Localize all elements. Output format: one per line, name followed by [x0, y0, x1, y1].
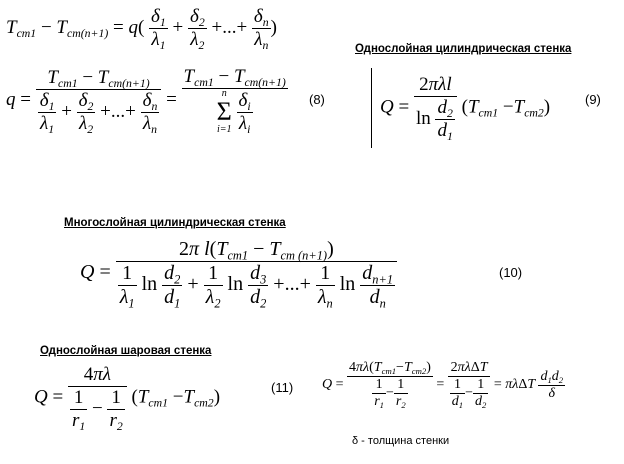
- sum-symbol: n Σ i=1: [216, 88, 232, 135]
- delta-thickness-note: δ - толщина стенки: [352, 435, 450, 447]
- equation-10-number: (10): [499, 265, 523, 280]
- heading-multilayer-cylindrical-wall: Многослойная цилиндрическая стенка: [64, 217, 286, 229]
- equation-10: Q = 2π $l(T_{cm1} - T_{cm (n+1)})$ $\frac{1}{\lambda_1}$ ln $\frac{d_2}{d_1}$ + $\frac{1}{\lambda_2}$ ln $\frac{d_3}{d_2}$ +...+ $\frac{1}{\lambda_n}$ ln $\frac{d_{n+1}}{d_n}$: [80, 238, 397, 309]
- equation-9-number: (9): [585, 92, 601, 107]
- fraction-delta2-lambda2: $\frac{\delta_2}{\lambda_2}$: [190, 6, 205, 53]
- var-T: T: [6, 16, 17, 38]
- spherical-wall-alternative-forms: Q = $4\pi\lambda(T_{cm1}-T_{cm2})$ $\frac{1}{r_1}$ − $\frac{1}{r_2}$ = 2πλΔT $\frac{1}{d_1}$ − $\frac{1}{d_2}$ = πλΔT $\frac{d_1d_2}{\delta}$: [322, 360, 564, 411]
- equation-11: Q = 4πλ $\frac{1}{r_1}$ − $\frac{1}{r_2}$ $(T_{cm1} -T_{cm2})$: [34, 364, 221, 434]
- heading-single-cylindrical-wall: Однослойная цилиндрическая стенка: [355, 43, 572, 55]
- heading-single-spherical-wall: Однослойная шаровая стенка: [40, 345, 212, 357]
- eq8-fraction-right: $T_{cm1} - T_{cm(n+1)}$ n Σ i=1 $\frac{\delta_i}{\lambda_i}$: [183, 66, 286, 136]
- fraction-delta1-lambda1: $\frac{\delta_1}{\lambda_1}$: [151, 6, 166, 53]
- eq9-fraction: 2πλl ln $\frac{d_2}{d_1}$: [414, 74, 457, 142]
- eq10-fraction: 2π $l(T_{cm1} - T_{cm (n+1)})$ $\frac{1}{\lambda_1}$ ln $\frac{d_2}{d_1}$ + $\frac{1}{\lambda_2}$ ln $\frac{d_3}{d_2}$ +...+ $\frac{1}{\lambda_n}$ ln $\frac{d_{n+1}}{d_n}$: [116, 238, 397, 309]
- equation-9: Q = 2πλl ln $\frac{d_2}{d_1}$ $(T_{cm1} -T_{cm2})$: [380, 74, 551, 144]
- flat-wall-heat-flux-equation: $T_{cm1} - T_{cm(n+1)} = q$( $\frac{\delta_1}{\lambda_1}$ + $\frac{\delta_2}{\lambda_2}$ +...+ $\frac{\delta_n}{\lambda_n}$ ): [6, 6, 277, 53]
- fraction-deltan-lambdan: $\frac{\delta_n}{\lambda_n}$: [253, 6, 269, 53]
- equation-8: q = $T_{cm1} - T_{cm(n+1)}$ $\frac{\delta_1}{\lambda_1}$ + $\frac{\delta_2}{\lambda_2}$ +...+ $\frac{\delta_n}{\lambda_n}$ = $T_{cm1} - T_{cm(n+1)}$ n Σ i=1 $\frac{\delta_i}{\lambda_i}$: [6, 66, 286, 136]
- eq8-fraction-left: $T_{cm1} - T_{cm(n+1)}$ $\frac{\delta_1}{\lambda_1}$ + $\frac{\delta_2}{\lambda_2}$ +...+ $\frac{\delta_n}{\lambda_n}$: [36, 67, 162, 135]
- equation-11-number: (11): [271, 380, 294, 395]
- eq11-fraction: 4πλ $\frac{1}{r_1}$ − $\frac{1}{r_2}$: [68, 364, 127, 432]
- equation-8-number: (8): [309, 92, 325, 107]
- divider-line: [371, 68, 372, 148]
